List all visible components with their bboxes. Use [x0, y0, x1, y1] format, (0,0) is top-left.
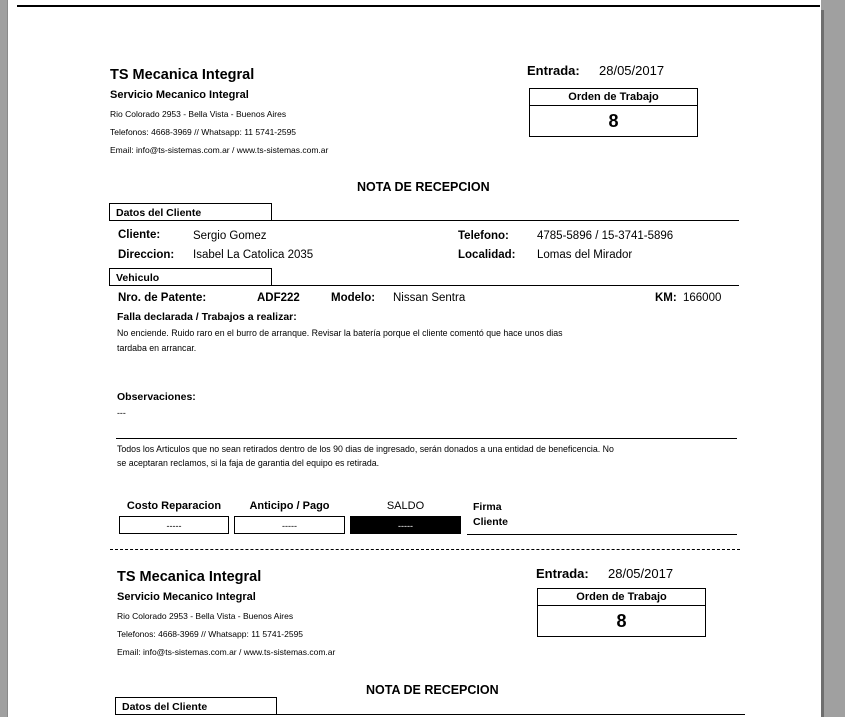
doc-title: NOTA DE RECEPCION	[357, 180, 490, 194]
observaciones-value: ---	[117, 408, 126, 418]
orden-trabajo-number-copy: 8	[616, 611, 627, 631]
page-top-border	[17, 5, 820, 7]
telefono-label: Telefono:	[458, 230, 509, 242]
company-address-copy: Rio Colorado 2953 - Bella Vista - Buenos Aires	[117, 611, 294, 621]
observaciones-label: Observaciones:	[117, 391, 196, 403]
falla-label: Falla declarada / Trabajos a realizar:	[117, 311, 297, 323]
orden-trabajo-box-copy	[537, 588, 706, 637]
disclaimer-line-1: Todos los Articulos que no sean retirados dentro de los 90 dias de ingresado, serán donados a una entidad de beneficencia. No	[117, 444, 614, 454]
section-datos-cliente: Datos del Cliente	[109, 203, 272, 220]
company-email: Email: info@ts-sistemas.com.ar / www.ts-sistemas.com.ar	[110, 145, 329, 155]
patente-value: ADF222	[257, 292, 300, 304]
localidad-label: Localidad:	[458, 249, 516, 261]
firma-label-2: Cliente	[473, 516, 509, 528]
company-address: Rio Colorado 2953 - Bella Vista - Buenos Aires	[110, 109, 287, 119]
section-vehiculo: Vehiculo	[109, 268, 272, 285]
cliente-label: Cliente:	[118, 229, 161, 241]
cut-line	[110, 549, 740, 550]
entrada-label-copy: Entrada:	[536, 566, 589, 581]
doc-title-copy: NOTA DE RECEPCION	[366, 683, 499, 697]
localidad-value: Lomas del Mirador	[537, 249, 633, 261]
modelo-value: Nissan Sentra	[393, 292, 466, 304]
saldo-box: -----	[350, 516, 461, 534]
company-phones-copy: Telefonos: 4668-3969 // Whatsapp: 11 5741-2595	[117, 629, 304, 639]
falla-line-1: No enciende. Ruido raro en el burro de arranque. Revisar la batería porque el cliente comentó que hace unos dias	[117, 328, 563, 338]
cliente-value: Sergio Gomez	[193, 230, 267, 242]
company-phones: Telefonos: 4668-3969 // Whatsapp: 11 5741-2595	[110, 127, 297, 137]
divider	[109, 220, 739, 221]
telefono-value: 4785-5896 / 15-3741-5896	[537, 230, 674, 242]
saldo-label: SALDO	[386, 500, 425, 512]
modelo-label: Modelo:	[331, 292, 376, 304]
anticipo-box: -----	[234, 516, 345, 534]
divider	[109, 285, 739, 286]
anticipo-label: Anticipo / Pago	[249, 500, 330, 512]
section-datos-cliente-copy: Datos del Cliente	[115, 697, 277, 714]
costo-reparacion-label: Costo Reparacion	[126, 500, 222, 512]
entrada-date: 28/05/2017	[599, 63, 665, 78]
divider	[115, 714, 745, 715]
company-email-copy: Email: info@ts-sistemas.com.ar / www.ts-sistemas.com.ar	[117, 647, 336, 657]
entrada-label: Entrada:	[527, 63, 580, 78]
disclaimer-line-2: se aceptaran reclamos, si la faja de garantia del equipo es retirada.	[117, 458, 380, 468]
orden-trabajo-box	[529, 88, 698, 137]
company-name-copy: TS Mecanica Integral	[117, 569, 262, 585]
firma-line	[467, 534, 737, 535]
costo-reparacion-box: -----	[119, 516, 229, 534]
orden-trabajo-label: Orden de Trabajo	[530, 89, 697, 106]
company-subtitle: Servicio Mecanico Integral	[110, 89, 249, 101]
orden-trabajo-label-copy: Orden de Trabajo	[538, 589, 705, 606]
km-label: KM:	[655, 292, 677, 304]
divider	[116, 438, 737, 439]
company-name: TS Mecanica Integral	[110, 67, 255, 83]
direccion-label: Direccion:	[118, 249, 175, 261]
firma-label-1: Firma	[473, 501, 502, 513]
km-value: 166000	[683, 292, 722, 304]
orden-trabajo-number: 8	[608, 111, 619, 131]
falla-line-2: tardaba en arrancar.	[117, 343, 197, 353]
entrada-date-copy: 28/05/2017	[608, 566, 674, 581]
company-subtitle-copy: Servicio Mecanico Integral	[117, 591, 256, 603]
direccion-value: Isabel La Catolica 2035	[193, 249, 314, 261]
patente-label: Nro. de Patente:	[118, 292, 207, 304]
